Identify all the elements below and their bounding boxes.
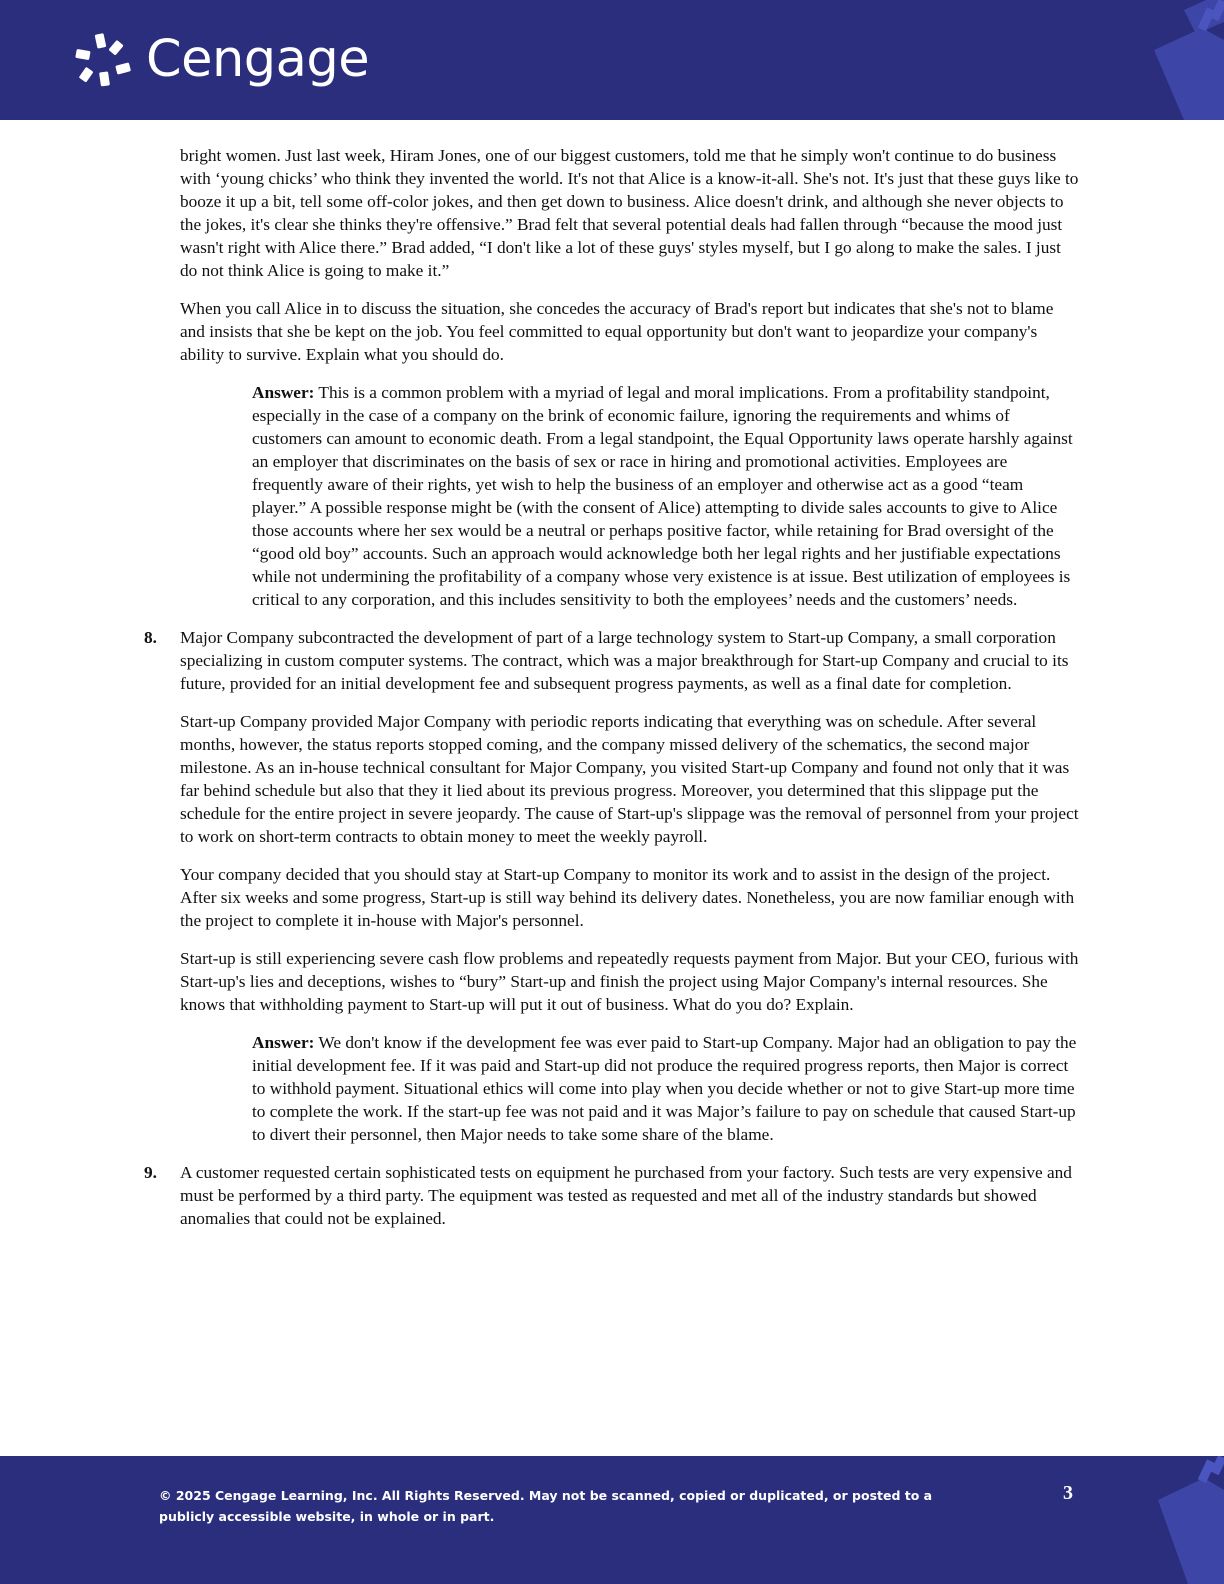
question-number: 9. [144, 1163, 157, 1182]
cengage-burst-icon [72, 32, 134, 88]
brand-name: Cengage [146, 30, 370, 89]
question-9 [144, 1161, 1080, 1230]
page-number: 3 [1063, 1482, 1073, 1504]
paragraph-call-alice: When you call Alice in to discuss the situation, she concedes the accuracy of Brad's report but indicates that she's not to blame and insists that she be kept on the job. You feel committed to equal opportunity but don't want to jeopardize your company's ability to survive. Explain what you should do. [180, 299, 1054, 364]
question-8-paragraph-3: Your company decided that you should stay at Start-up Company to monitor its work and to assist in the design of the project. After six weeks and some progress, Start-up is still way behind its delivery dates. Nonetheless, you are now familiar enough with the project to complete it in-house with Major's personnel. [180, 865, 1075, 930]
corner-decoration [1144, 1456, 1224, 1584]
question-8-paragraph-1: Major Company subcontracted the development of part of a large technology system to Start-up Company, a small corporation specializing in custom computer systems. The contract, which was a major breakthrough for Start-up Company and crucial to its future, provided for an initial development fee and subsequent progress payments, as well as a final date for completion. [180, 628, 1069, 693]
answer-block-7 [252, 381, 1080, 611]
page-footer [0, 1456, 1224, 1584]
answer-text: We don't know if the development fee was ever paid to Start-up Company. Major had an obligation to pay the initial development fee. If it was paid and Start-up did not produce the required progress reports, then Major is correct to withhold payment. Situational ethics will come into play when you decide whether or not to give Start-up more time to complete the work. If the start-up fee was not paid and it was Major’s failure to pay on schedule that caused Start-up to divert their personnel, then Major needs to take some share of the blame. [252, 1033, 1077, 1144]
cengage-logo [72, 32, 369, 88]
page-header [0, 0, 1224, 120]
question-8 [144, 626, 1080, 1146]
answer-label: Answer: [252, 1033, 315, 1052]
question-8-paragraph-2: Start-up Company provided Major Company with periodic reports indicating that everything was on schedule. After several months, however, the status reports stopped coming, and the company missed delivery of the schematics, the second major milestone. As an in-house technical consultant for Major Company, you visited Start-up Company and found not only that it was far behind schedule but also that they it lied about its previous progress. Moreover, you determined that this slippage put the schedule for the entire project in severe jeopardy. The cause of Start-up's slippage was the removal of personnel from your project to work on short-term contracts to obtain money to meet the weekly payroll. [180, 712, 1079, 846]
answer-label: Answer: [252, 383, 315, 402]
corner-decoration [1144, 0, 1224, 120]
paragraph-intro: bright women. Just last week, Hiram Jones, one of our biggest customers, told me that he simply won't continue to do business with ‘young chicks’ who think they invented the world. It's not that Alice is a know-it-all. She's not. It's just that these guys like to booze it up a bit, tell some off-color jokes, and then get down to business. Alice doesn't drink, and although she never objects to the jokes, it's clear she thinks they're offensive.” Brad felt that several potential deals had fallen through “because the mood just wasn't right with Alice there.” Brad added, “I don't like a lot of these guys' styles myself, but I go along to make the sales. I just do not think Alice is going to make it.” [180, 146, 1079, 280]
answer-text: This is a common problem with a myriad of legal and moral implications. From a profitability standpoint, especially in the case of a company on the brink of economic failure, ignoring the requirements and whims of customers can amount to economic death. From a legal standpoint, the Equal Opportunity laws operate harshly against an employer that discriminates on the basis of sex or race in hiring and promotional activities. Employees are frequently aware of their rights, yet wish to help the business of an employer and otherwise act as a good “team player.” A possible response might be (with the consent of Alice) attempting to divide sales accounts to give to Alice those accounts where her sex would be a neutral or perhaps positive factor, while retaining for Brad oversight of the “good old boy” accounts. Such an approach would acknowledge both her legal rights and her justifiable expectations while not undermining the profitability of a company whose very existence is at issue. Best utilization of employees is critical to any corporation, and this includes sensitivity to both the employees’ needs and the customers’ needs. [252, 383, 1073, 609]
question-9-paragraph-1: A customer requested certain sophisticated tests on equipment he purchased from your factory. Such tests are very expensive and must be performed by a third party. The equipment was tested as requested and met all of the industry standards but showed anomalies that could not be explained. [180, 1163, 1072, 1228]
document-body [144, 144, 1080, 1245]
question-8-paragraph-4: Start-up is still experiencing severe cash flow problems and repeatedly requests payment from Major. But your CEO, furious with Start-up's lies and deceptions, wishes to “bury” Start-up and finish the project using Major Company's internal resources. She knows that withholding payment to Start-up will put it out of business. What do you do? Explain. [180, 949, 1079, 1014]
answer-block-8 [252, 1031, 1080, 1146]
question-number: 8. [144, 628, 157, 647]
copyright-notice: © 2025 Cengage Learning, Inc. All Rights Reserved. May not be scanned, copied or duplicated, or posted to a publicly accessible website, in whole or in part. [159, 1488, 933, 1524]
